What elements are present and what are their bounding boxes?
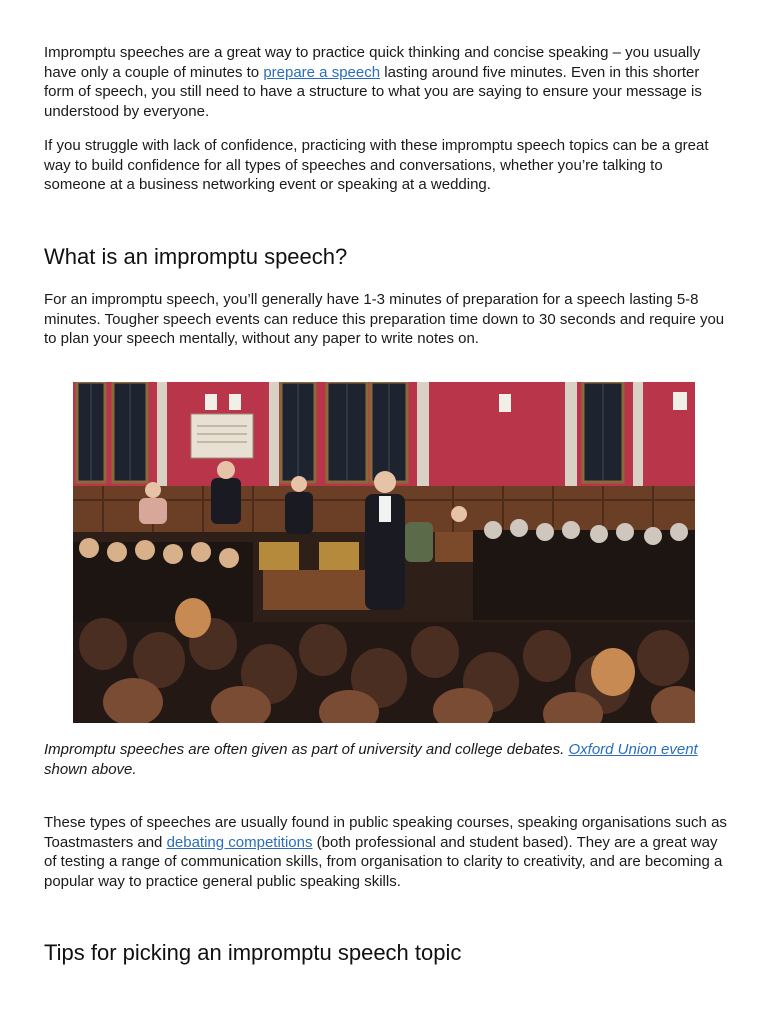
debate-photo (73, 382, 695, 723)
speech-types-paragraph (44, 813, 728, 891)
what-is-paragraph: For an impromptu speech, you’ll generally have 1-3 minutes of preparation for a speech lasting 5-8 minutes. Tougher speech events can reduce this preparation time down to 30 seconds and require you to plan your speech mentally, without any paper to write notes on. (44, 291, 725, 347)
debating-competitions-link[interactable]: debating competitions (166, 833, 313, 851)
intro-paragraph-2: If you struggle with lack of confidence, practicing with these impromptu speech topics can be a great way to build confidence for all types of speeches and conversations, whether you’re talking to someone at a business networking event or speaking at a wedding. (44, 137, 709, 193)
photo-caption (44, 740, 728, 779)
types-text-before: These types of speeches are usually found in public speaking courses, speaking organisations such as Toastmasters and (44, 814, 727, 851)
oxford-union-event-link[interactable]: Oxford Union event (568, 741, 698, 758)
debate-photo-illustration (73, 382, 695, 723)
section-heading-what-is: What is an impromptu speech? (44, 244, 348, 269)
section-heading-tips: Tips for picking an impromptu speech topic (44, 940, 462, 965)
caption-text-before: Impromptu speeches are often given as part of university and college debates. (44, 741, 569, 758)
prepare-a-speech-link[interactable]: prepare a speech (263, 63, 381, 81)
intro-paragraph-1 (44, 43, 728, 121)
intro-p1-text-before: Impromptu speeches are a great way to practice quick thinking and concise speaking – you usually have only a couple of minutes to (44, 44, 701, 81)
caption-text-after: shown above. (44, 760, 137, 778)
types-text-after: (both professional and student based). They are a great way of testing a range of communication skills, from organisation to clarity to creativity, and are becoming a popular way to practice general public speaking skills. (44, 833, 723, 890)
intro-p1-text-after: lasting around five minutes. Even in this shorter form of speech, you still need to have a structure to what you are saying to ensure your message is understood by everyone. (44, 63, 702, 120)
